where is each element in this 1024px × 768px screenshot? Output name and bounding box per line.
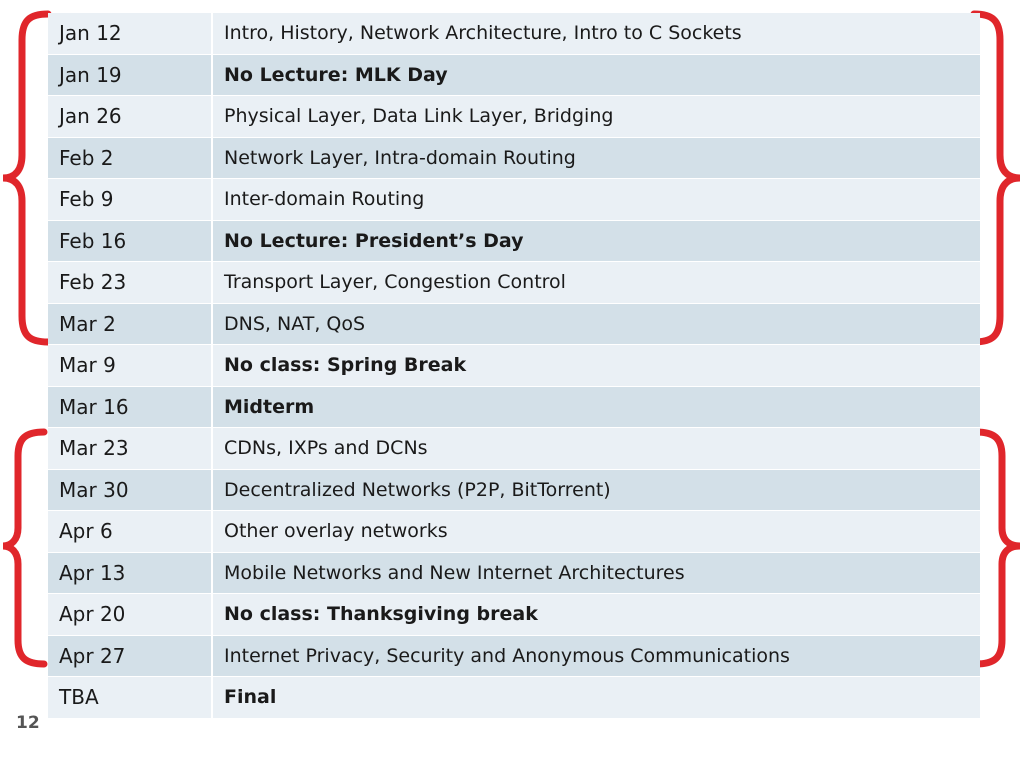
right-brace-first-half-path [974,14,1020,342]
date-cell: Apr 27 [48,636,213,677]
left-brace-first-half [0,10,52,346]
topic-cell: No class: Thanksgiving break [224,603,538,626]
topic-cell: Mobile Networks and New Internet Architectures [224,561,685,584]
schedule-row [48,262,980,304]
date-cell: TBA [48,677,213,718]
left-brace-first-half-path [3,14,48,342]
topic-cell: Midterm [224,395,315,418]
schedule-row [48,511,980,553]
schedule-row [48,13,980,55]
date-cell: Jan 26 [48,96,213,137]
schedule-row [48,221,980,263]
topic-cell: CDNs, IXPs and DCNs [224,437,428,460]
date-cell: Mar 16 [48,387,213,428]
topic-cell: No class: Spring Break [224,354,467,377]
schedule-row [48,55,980,97]
schedule-table [48,13,980,719]
schedule-row [48,553,980,595]
date-cell: Feb 16 [48,221,213,262]
date-cell: Feb 9 [48,179,213,220]
date-cell: Jan 19 [48,55,213,96]
schedule-row [48,387,980,429]
topic-cell: Decentralized Networks (P2P, BitTorrent) [224,478,611,501]
schedule-row [48,677,980,719]
topic-cell: DNS, NAT, QoS [224,312,366,335]
topic-cell: Network Layer, Intra-domain Routing [224,146,576,169]
schedule-row [48,428,980,470]
topic-cell: Internet Privacy, Security and Anonymous Communications [224,644,790,667]
schedule-row [48,138,980,180]
date-cell: Apr 13 [48,553,213,594]
schedule-row [48,594,980,636]
date-cell: Mar 23 [48,428,213,469]
date-cell: Jan 12 [48,13,213,54]
topic-cell: Inter-domain Routing [224,188,425,211]
schedule-row [48,304,980,346]
date-cell: Mar 2 [48,304,213,345]
date-cell: Mar 30 [48,470,213,511]
topic-cell: No Lecture: President’s Day [224,229,524,252]
date-cell: Mar 9 [48,345,213,386]
slide-number: 12 [16,713,40,733]
schedule-row [48,345,980,387]
schedule-row [48,470,980,512]
topic-cell: No Lecture: MLK Day [224,63,448,86]
schedule-row [48,179,980,221]
date-cell: Apr 20 [48,594,213,635]
topic-cell: Other overlay networks [224,520,448,543]
topic-cell: Final [224,686,277,709]
topic-cell: Physical Layer, Data Link Layer, Bridging [224,105,614,128]
topic-cell: Transport Layer, Congestion Control [224,271,566,294]
schedule-row [48,96,980,138]
date-cell: Feb 23 [48,262,213,303]
topic-cell: Intro, History, Network Architecture, Intro to C Sockets [224,22,742,45]
date-cell: Feb 2 [48,138,213,179]
left-brace-second-half [0,428,52,668]
schedule-row [48,636,980,678]
date-cell: Apr 6 [48,511,213,552]
right-brace-second-half-path [976,432,1020,664]
left-brace-second-half-path [3,432,44,664]
